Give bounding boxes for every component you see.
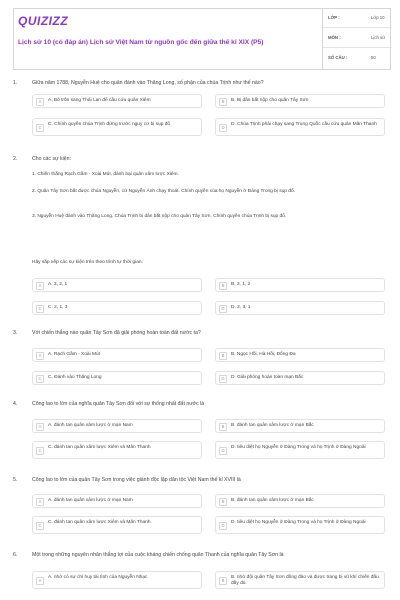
option-letter-box: D <box>219 375 227 383</box>
option-letter-box: B <box>219 577 227 585</box>
option-letter-box: B <box>219 282 227 290</box>
meta-table <box>322 9 386 69</box>
option-text: D. tiêu diệt họ Nguyễn ở Đàng Trong và họ Trịnh ở Đàng Ngoài <box>231 445 366 450</box>
option-c[interactable] <box>32 516 202 534</box>
question-text: Với chiến thắng nào quân Tây Sơn đã giải phóng hoàn toàn đất nước ta? <box>32 330 201 336</box>
question-number: 1. <box>13 80 18 86</box>
question-3 <box>13 330 391 388</box>
option-text: A. 3, 2, 1 <box>48 282 68 287</box>
option-b[interactable] <box>215 278 385 292</box>
event-2: 2. Quân Tây Sơn bắt được chúa Nguyễn, cử Nguyễn Ánh chạy thoát. Chính quyền của họ Nguyễn ở Đàng Trong bị sụp đổ. <box>32 189 295 194</box>
option-letter-box: A <box>36 498 44 506</box>
option-b[interactable] <box>215 348 385 362</box>
option-text: C. 2, 1, 3 <box>48 305 68 310</box>
question-number: 6. <box>13 552 18 558</box>
meta-row-class <box>323 9 392 28</box>
option-letter-box: D <box>219 124 227 132</box>
option-text: B. nhờ đội quân Tây Sơn đông đảo và được trang bị vũ khí chiến đấu đầy đủ. <box>231 575 379 586</box>
option-letter-box: C <box>36 375 44 383</box>
question-5 <box>13 477 391 539</box>
option-text: A. Bỏ trốn sang Thái Lan để cầu cứu quân Xiêm <box>48 98 151 103</box>
question-6 <box>13 552 391 598</box>
option-c[interactable] <box>32 301 202 315</box>
event-3: 3. Nguyễn Huệ đánh vào Thăng Long. Chúa Trịnh bị dân bắt nộp cho quân Tây Sơn. Chính quyền chúa Trịnh bị sụp đổ. <box>32 214 287 219</box>
option-letter-box: C <box>36 522 44 530</box>
meta-value: 50 <box>371 55 376 60</box>
option-text: A. Rạch Gầm - Xoài Mút <box>48 352 100 357</box>
worksheet-header <box>13 8 391 70</box>
option-text: C. Đánh vào Thăng Long <box>48 375 102 380</box>
option-letter-box: A <box>36 577 44 585</box>
option-b[interactable] <box>215 571 385 589</box>
option-d[interactable] <box>215 441 385 459</box>
question-text: Cho các sự kiện: <box>32 156 71 162</box>
option-a[interactable] <box>32 419 202 433</box>
worksheet-title: Lịch sử 10 (có đáp án) Lịch sử Việt Nam từ nguồn gốc đến giữa thế kỉ XIX (P5) <box>18 39 264 46</box>
option-b[interactable] <box>215 94 385 108</box>
option-d[interactable] <box>215 301 385 315</box>
option-letter-box: B <box>219 498 227 506</box>
option-a[interactable] <box>32 494 202 508</box>
option-text: B. Bị dân bắt nộp cho quân Tây Sơn <box>231 98 309 103</box>
question-text: Công lao to lớn của quân Tây Sơn trong việc giành độc lập dân tộc Việt Nam thế kỉ XVIII là <box>32 477 241 483</box>
option-letter-box: A <box>36 352 44 360</box>
question-number: 5. <box>13 477 18 483</box>
option-text: D. Chúa Trịnh phải chạy sang Trung Quốc cầu cứu quân Mãn Thanh <box>231 122 377 127</box>
meta-key: MÔN : <box>328 35 341 40</box>
meta-row-subject <box>323 29 392 48</box>
option-text: D. tiêu diệt họ Nguyễn ở Đàng Trong và họ Trịnh ở Đàng Ngoài <box>231 520 366 525</box>
option-text: A. nhờ có sự chỉ huy tài tình của Nguyễn Nhạc <box>48 575 148 580</box>
question-number: 2. <box>13 156 18 162</box>
question-text: Giữa năm 1788, Nguyễn Huệ cho quân đánh vào Thăng Long, số phận của chúa Trịnh như thế nào? <box>32 80 264 86</box>
option-letter-box: B <box>219 423 227 431</box>
option-text: B. Ngọc Hồi, Hà Hồi, Đống Đa <box>231 352 296 357</box>
option-letter-box: A <box>36 282 44 290</box>
option-a[interactable] <box>32 94 202 108</box>
option-d[interactable] <box>215 118 385 136</box>
option-c[interactable] <box>32 371 202 385</box>
option-text: B. đánh tan quân xâm lược ở mạn Bắc <box>231 423 314 428</box>
question-text: Một trong những nguyên nhân thắng lợi của cuộc kháng chiến chống quân Thanh của nghĩa quân Tây Sơn là <box>32 552 284 558</box>
option-c[interactable] <box>32 118 202 136</box>
option-b[interactable] <box>215 419 385 433</box>
meta-key: SỐ CÂU : <box>328 55 348 60</box>
question-2 <box>13 156 391 316</box>
option-a[interactable] <box>32 571 202 589</box>
option-letter-box: C <box>36 124 44 132</box>
option-letter-box: B <box>219 98 227 106</box>
option-text: B. đánh tan quân xâm lược ở mạn Bắc <box>231 498 314 503</box>
option-text: C. Chính quyền chúa Trịnh đứng trước nguy cơ bị sụp đổ <box>48 122 171 127</box>
meta-key: LỚP : <box>328 15 340 20</box>
option-letter-box: A <box>36 98 44 106</box>
event-1: 1. Chiến thắng Rạch Gầm - Xoài Mút, đánh bại quân xâm lược Xiêm. <box>32 172 179 177</box>
option-text: A. đánh tan quân xâm lược ở mạn Nam <box>48 498 133 503</box>
option-text: D. 2, 3, 1 <box>231 305 251 310</box>
option-text: C. đánh tan quân xâm lược Xiêm và Mãn Thanh <box>48 520 151 525</box>
option-a[interactable] <box>32 348 202 362</box>
option-a[interactable] <box>32 278 202 292</box>
quizizz-logo: QUIZIZZ <box>18 14 69 28</box>
option-letter-box: C <box>36 447 44 455</box>
question-text: Công lao to lớn của nghĩa quân Tây Sơn đối với sự thống nhất đất nước là <box>32 401 205 407</box>
option-text: A. đánh tan quân xâm lược ở mạn Nam <box>48 423 133 428</box>
question-1 <box>13 80 391 140</box>
option-b[interactable] <box>215 494 385 508</box>
question-number: 3. <box>13 330 18 336</box>
meta-row-count <box>323 49 392 67</box>
option-letter-box: D <box>219 305 227 313</box>
question-number: 4. <box>13 401 18 407</box>
instruction-text: Hãy sắp xếp các sự kiện trên theo trình tự thời gian. <box>32 260 143 265</box>
option-letter-box: D <box>219 522 227 530</box>
option-text: C. đánh tan quân xâm lược Xiêm và Mãn Thanh <box>48 445 151 450</box>
option-letter-box: C <box>36 305 44 313</box>
option-letter-box: A <box>36 423 44 431</box>
meta-value: Lớp 10 <box>371 15 385 20</box>
option-letter-box: D <box>219 447 227 455</box>
option-d[interactable] <box>215 516 385 534</box>
option-letter-box: B <box>219 352 227 360</box>
question-4 <box>13 401 391 463</box>
option-c[interactable] <box>32 441 202 459</box>
option-text: B. 3, 1, 2 <box>231 282 251 287</box>
option-d[interactable] <box>215 371 385 385</box>
meta-value: Lịch sử <box>371 35 386 40</box>
option-text: D. Giải phóng hoàn toàn mạn Bắc <box>231 375 304 380</box>
